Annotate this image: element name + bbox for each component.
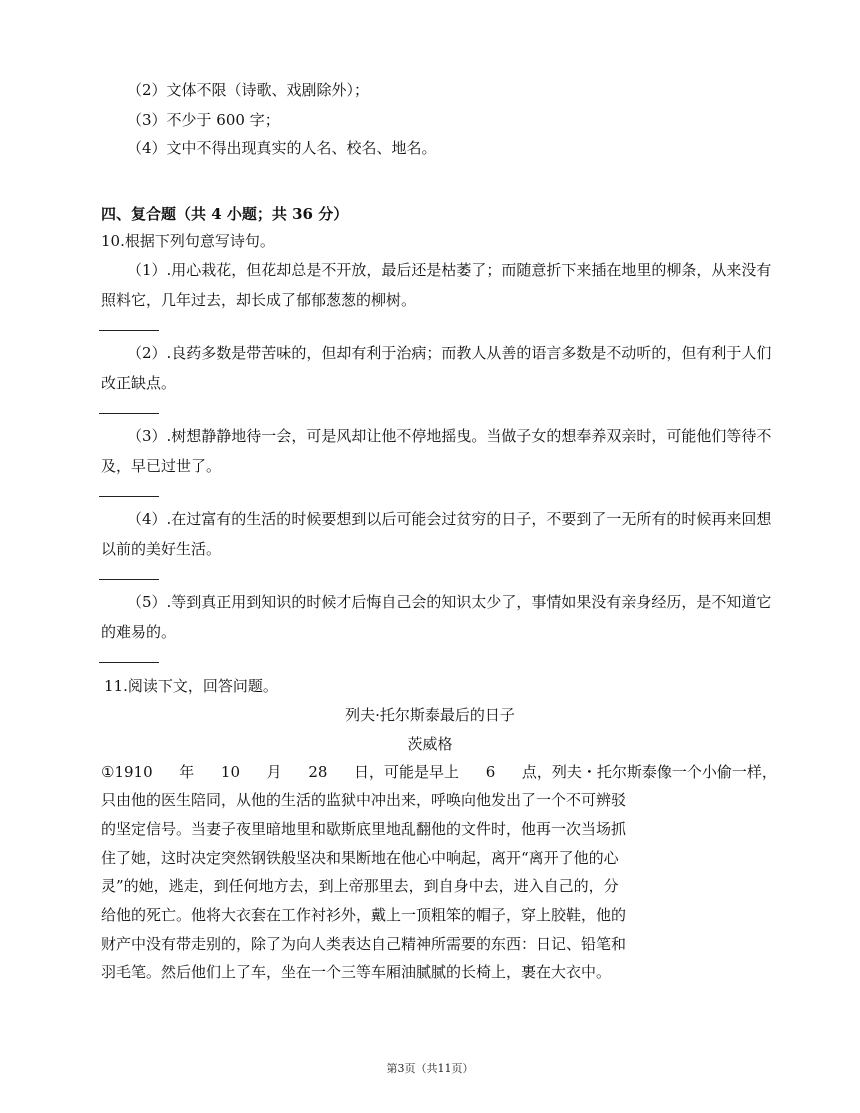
text-fragment: 点，列夫・托尔斯泰像一个小偷一样， bbox=[521, 763, 777, 781]
answer-blank-3[interactable] bbox=[99, 496, 159, 497]
requirement-4: （4）文中不得出现真实的人名、校名、地名。 bbox=[127, 139, 437, 157]
answer-blank-4[interactable] bbox=[99, 579, 159, 580]
q10-item-4-line1: （4）.在过富有的生活的时候要想到以后可能会过贫穷的日子，不要到了一无所有的时候再来回想 bbox=[127, 510, 772, 528]
text-fragment: 10 bbox=[220, 763, 241, 781]
section-heading: 四、复合题（共 4 小题；共 36 分） bbox=[101, 205, 349, 223]
text-fragment: ①1910 bbox=[101, 763, 153, 781]
page-number: 第3页（共11页） bbox=[386, 1062, 474, 1075]
text-fragment: 年 bbox=[179, 763, 195, 781]
question-11-stem: 11.阅读下文，回答问题。 bbox=[104, 677, 278, 695]
paragraph-1-first-line bbox=[101, 762, 777, 782]
q10-item-1-line2: 照料它，几年过去，却长成了郁郁葱葱的柳树。 bbox=[101, 291, 417, 309]
q10-item-5-line2: 的难易的。 bbox=[101, 623, 177, 641]
q10-item-1-line1: （1）.用心栽花，但花却总是不开放，最后还是枯萎了；而随意折下来插在地里的柳条，从来没有 bbox=[127, 261, 772, 279]
q10-item-5-line1: （5）.等到真正用到知识的时候才后悔自己会的知识太少了，事情如果没有亲身经历，是不知道它 bbox=[127, 593, 772, 611]
answer-blank-1[interactable] bbox=[99, 330, 159, 331]
q10-item-3-line1: （3）.树想静静地待一会，可是风却让他不停地摇曳。当做子女的想奉养双亲时，可能他们等待不 bbox=[127, 427, 772, 445]
paragraph-1-line: 财产中没有带走别的，除了为向人类表达自己精神所需要的东西：日记、铅笔和 bbox=[101, 935, 627, 953]
question-10-stem: 10.根据下列句意写诗句。 bbox=[101, 232, 275, 250]
answer-blank-5[interactable] bbox=[99, 662, 159, 663]
answer-blank-2[interactable] bbox=[99, 413, 159, 414]
q10-item-3-line2: 及，早已过世了。 bbox=[101, 457, 222, 475]
paragraph-1-line: 羽毛笔。然后他们上了车，坐在一个三等车厢油腻腻的长椅上，裹在大衣中。 bbox=[101, 963, 612, 981]
paragraph-1-line: 灵”的她，逃走，到任何地方去，到上帝那里去，到自身中去，进入自己的，分 bbox=[101, 877, 619, 895]
text-fragment: 日，可能是早上 bbox=[354, 763, 460, 781]
requirement-3: （3）不少于 600 字； bbox=[127, 111, 280, 129]
text-fragment: 月 bbox=[266, 763, 282, 781]
q10-item-4-line2: 以前的美好生活。 bbox=[101, 540, 222, 558]
requirement-2: （2）文体不限（诗歌、戏剧除外）； bbox=[127, 81, 370, 99]
article-title: 列夫·托尔斯泰最后的日子 bbox=[345, 706, 515, 724]
article-author: 茨威格 bbox=[407, 735, 453, 753]
paragraph-1-line: 只由他的医生陪同，从他的生活的监狱中冲出来，呼唤向他发出了一个不可辨驳 bbox=[101, 791, 627, 809]
text-fragment: 28 bbox=[308, 763, 328, 781]
paragraph-1-line: 给他的死亡。他将大衣套在工作衬衫外，戴上一顶粗笨的帽子，穿上胶鞋，他的 bbox=[101, 906, 627, 924]
text-fragment: 6 bbox=[485, 763, 496, 781]
q10-item-2-line1: （2）.良药多数是带苦味的，但却有利于治病；而教人从善的语言多数是不动听的，但有利于人们 bbox=[127, 344, 772, 362]
q10-item-2-line2: 改正缺点。 bbox=[101, 374, 177, 392]
paragraph-1-line: 的坚定信号。当妻子夜里暗地里和歇斯底里地乱翻他的文件时，他再一次当场抓 bbox=[101, 820, 627, 838]
paragraph-1-line: 住了她，这时决定突然钢铁般坚决和果断地在他心中响起，离开“离开了他的心 bbox=[101, 849, 619, 867]
